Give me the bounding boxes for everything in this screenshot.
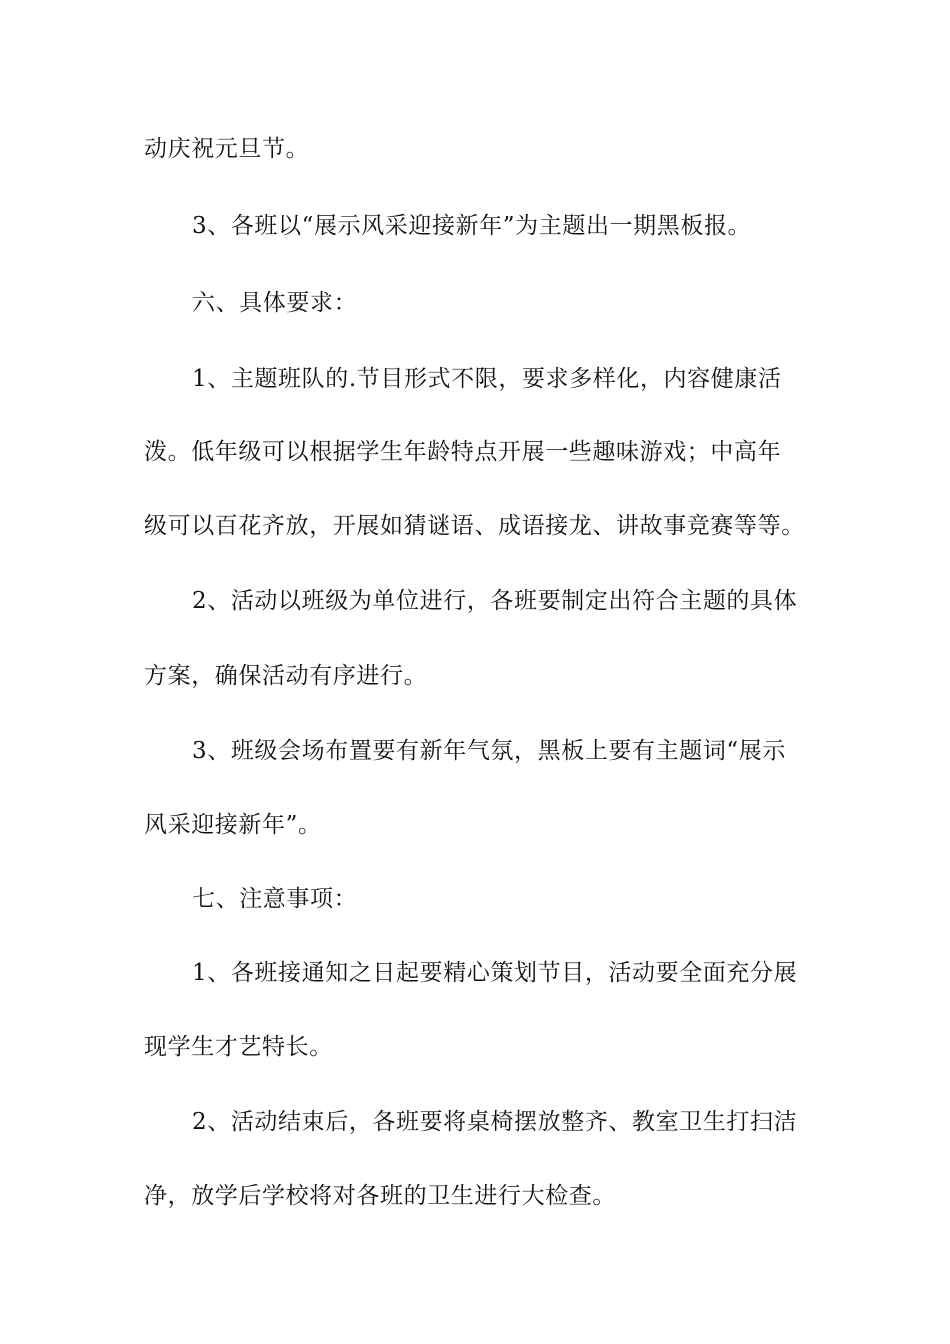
text-line: 动庆祝元旦节。 <box>144 136 310 162</box>
text-line: 泼。低年级可以根据学生年龄特点开展一些趣味游戏；中高年 <box>144 439 782 465</box>
section-heading: 六、具体要求： <box>192 290 358 316</box>
text-line: 风采迎接新年”。 <box>144 812 322 838</box>
text-line: 现学生才艺特长。 <box>144 1034 333 1060</box>
text-line: 1、主题班队的.节目形式不限，要求多样化，内容健康活 <box>192 366 782 392</box>
text-line: 级可以百花齐放，开展如猜谜语、成语接龙、讲故事竞赛等等。 <box>144 513 805 539</box>
text-line: 1、各班接通知之日起要精心策划节目，活动要全面充分展 <box>192 960 798 986</box>
section-heading: 七、注意事项： <box>192 886 358 912</box>
text-line: 2、活动结束后，各班要将桌椅摆放整齐、教室卫生打扫洁 <box>192 1109 798 1135</box>
text-line: 方案，确保活动有序进行。 <box>144 663 428 689</box>
text-line: 3、各班以“展示风采迎接新年”为主题出一期黑板报。 <box>192 213 752 239</box>
text-line: 净，放学后学校将对各班的卫生进行大检查。 <box>144 1183 616 1209</box>
text-line: 3、班级会场布置要有新年气氛，黑板上要有主题词“展示 <box>192 738 786 764</box>
text-line: 2、活动以班级为单位进行，各班要制定出符合主题的具体 <box>192 588 798 614</box>
